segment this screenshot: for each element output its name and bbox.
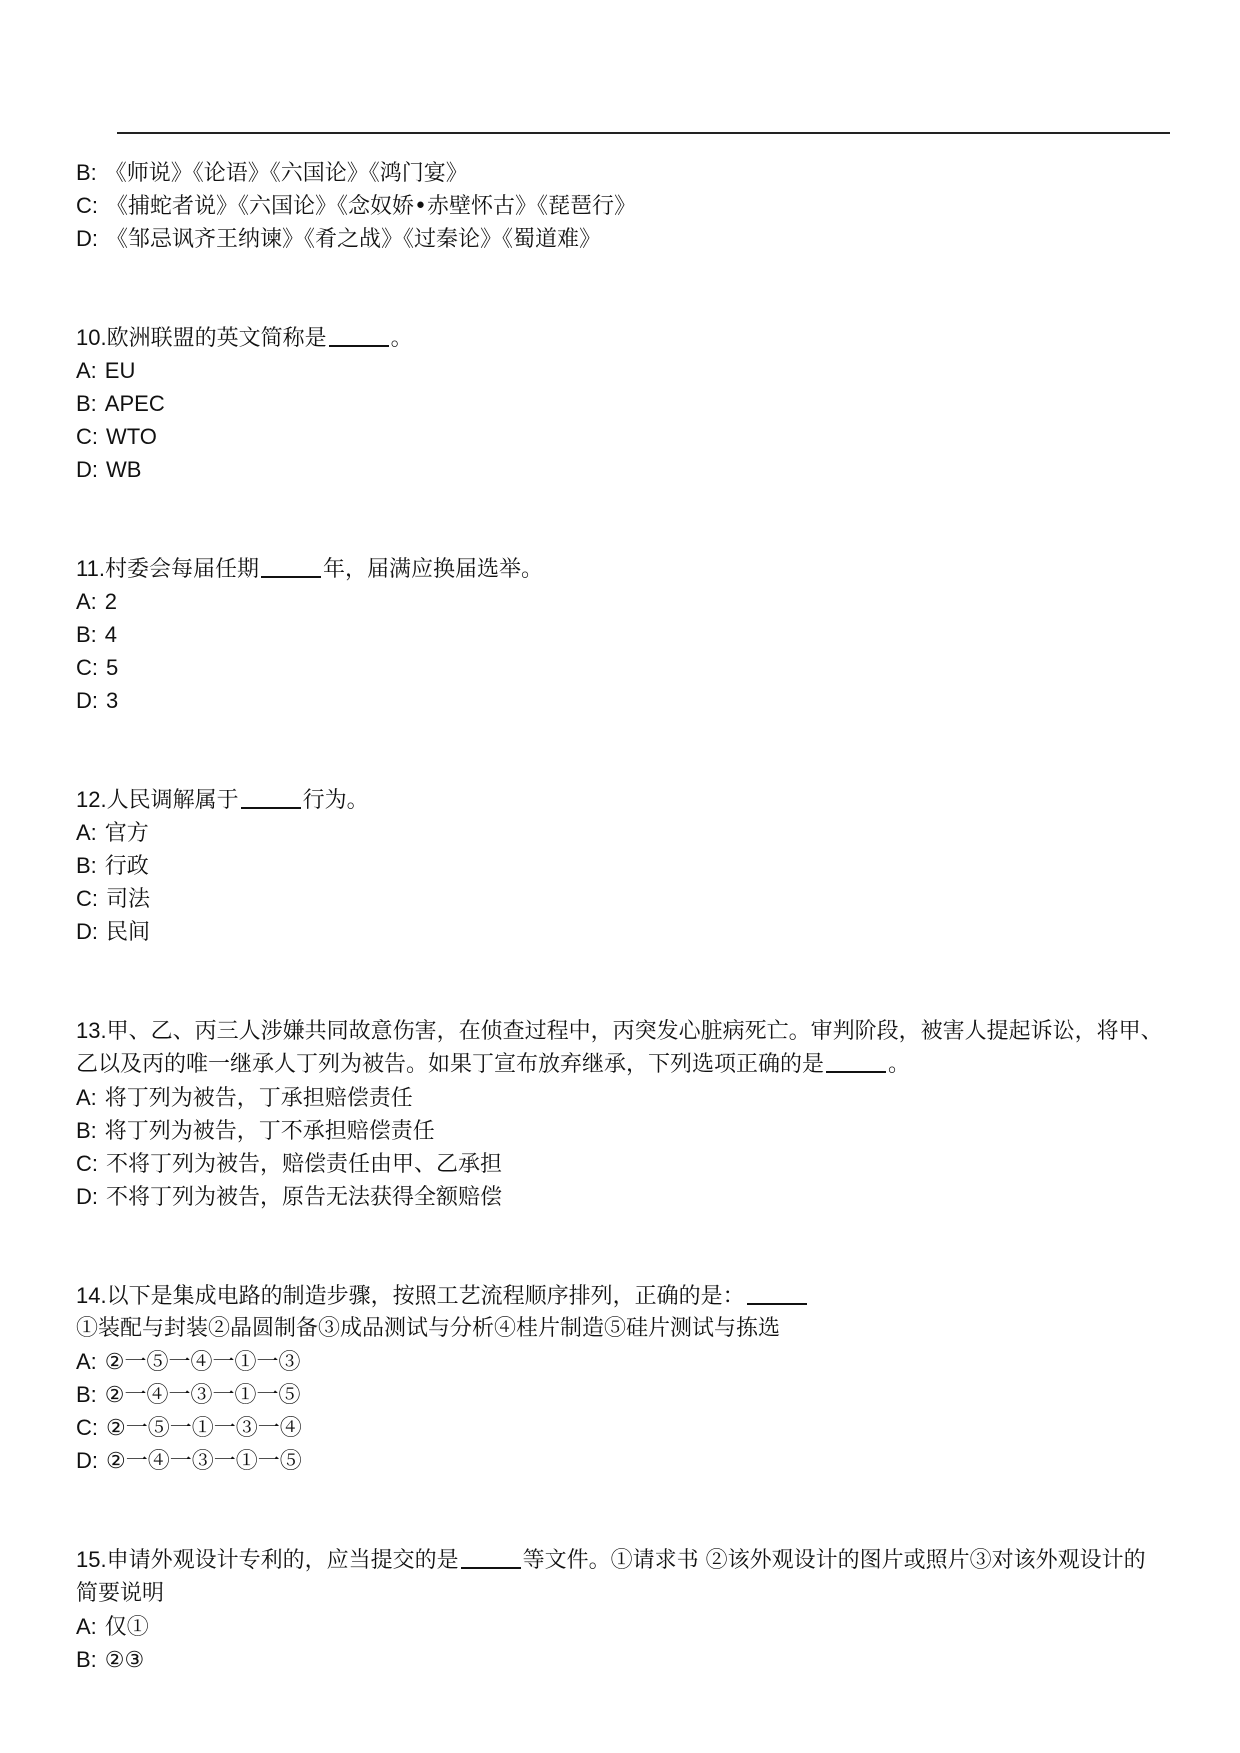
option-item	[76, 1411, 1166, 1444]
option-item	[76, 1378, 1166, 1411]
option-item	[76, 1180, 1166, 1213]
option-label: B:	[76, 391, 97, 416]
option-label: C:	[76, 1151, 98, 1176]
option-text: 不将丁列为被告，原告无法获得全额赔偿	[106, 1185, 503, 1210]
option-text: WB	[106, 457, 142, 482]
option-text: 4	[104, 622, 118, 647]
option-text: 《邹忌讽齐王纳谏》《肴之战》《过秦论》《蜀道难》	[106, 227, 602, 252]
option-item	[76, 684, 1166, 717]
document-body	[76, 156, 1166, 1676]
option-item	[76, 651, 1166, 684]
option-item	[76, 453, 1166, 486]
previous-question-options	[76, 156, 1166, 255]
question-stem	[76, 1014, 1166, 1081]
question-text: 村委会每届任期	[104, 557, 259, 582]
option-item	[76, 1444, 1166, 1477]
option-item	[76, 420, 1166, 453]
option-text: WTO	[106, 424, 157, 449]
option-text: ②③	[104, 1648, 145, 1673]
option-text: 3	[106, 688, 119, 713]
option-item	[76, 816, 1166, 849]
question-number: 12.	[76, 787, 107, 812]
question-text: 人民调解属于	[106, 788, 239, 813]
option-item	[76, 915, 1166, 948]
option-label: C:	[76, 193, 98, 218]
option-item	[76, 1114, 1166, 1147]
answer-blank	[461, 1566, 521, 1569]
option-text: 民间	[106, 920, 151, 945]
option-text: EU	[104, 358, 136, 383]
option-text: 将丁列为被告，丁不承担赔偿责任	[104, 1119, 435, 1144]
option-text: ②一⑤一①一③一④	[106, 1416, 302, 1441]
option-text: 《师说》《论语》《六国论》《鸿门宴》	[104, 161, 468, 186]
option-label: A:	[76, 1085, 97, 1110]
question-text: 欧洲联盟的英文简称是	[106, 326, 327, 351]
question-text: 甲、乙、丙三人涉嫌共同故意伤害，在侦查过程中，丙突发心脏病死亡。审判阶段，被害人提起诉讼，将甲、乙以及丙的唯一继承人丁列为被告。如果丁宣布放弃继承，下列选项正确的是	[76, 1019, 1163, 1077]
question-text: 申请外观设计专利的，应当提交的是	[106, 1548, 459, 1573]
question-stem	[76, 321, 1166, 354]
option-text: 《捕蛇者说》《六国论》《念奴娇•赤壁怀古》《琵琶行》	[106, 194, 636, 219]
question-number: 11.	[76, 556, 105, 581]
question-11	[76, 552, 1166, 717]
question-10	[76, 321, 1166, 486]
option-label: A:	[76, 1349, 97, 1374]
option-item	[76, 222, 1166, 255]
option-label: C:	[76, 424, 98, 449]
option-text: 司法	[106, 887, 151, 912]
question-steps: ①装配与封装②晶圆制备③成品测试与分析④桂片制造⑤硅片测试与拣选	[76, 1316, 781, 1341]
answer-blank	[747, 1302, 807, 1305]
option-text: 2	[104, 589, 118, 614]
option-label: A:	[76, 1614, 97, 1639]
option-item	[76, 1643, 1166, 1676]
option-text: 5	[106, 655, 119, 680]
answer-blank	[826, 1070, 886, 1073]
option-label: D:	[76, 226, 98, 251]
question-text-tail: 。	[888, 1052, 911, 1077]
option-item	[76, 156, 1166, 189]
question-text-tail: 。	[390, 326, 413, 351]
option-text: ②一④一③一①一⑤	[104, 1383, 301, 1408]
question-14	[76, 1279, 1166, 1477]
option-label: B:	[76, 853, 97, 878]
option-item	[76, 354, 1166, 387]
question-text-tail: 等文件。①请求书 ②该外观设计的图片或照片③对该外观设计的简要说明	[76, 1548, 1146, 1606]
question-text: 以下是集成电路的制造步骤，按照工艺流程顺序排列，正确的是：	[106, 1284, 745, 1309]
option-label: A:	[76, 589, 97, 614]
option-item	[76, 585, 1166, 618]
option-label: B:	[76, 622, 97, 647]
option-label: C:	[76, 655, 98, 680]
question-stem	[76, 552, 1166, 585]
option-text: ②一⑤一④一①一③	[104, 1350, 301, 1375]
option-item	[76, 387, 1166, 420]
question-15	[76, 1543, 1166, 1676]
option-label: A:	[76, 820, 97, 845]
option-label: C:	[76, 1415, 98, 1440]
option-item	[76, 189, 1166, 222]
option-text: 行政	[104, 854, 149, 879]
question-number: 15.	[76, 1547, 107, 1572]
question-stem	[76, 783, 1166, 816]
option-label: D:	[76, 919, 98, 944]
question-12	[76, 783, 1166, 948]
option-label: B:	[76, 1118, 97, 1143]
header-rule	[117, 132, 1170, 134]
option-item	[76, 1345, 1166, 1378]
option-item	[76, 618, 1166, 651]
option-text: ②一④一③一①一⑤	[106, 1449, 302, 1474]
answer-blank	[329, 344, 389, 347]
option-item	[76, 882, 1166, 915]
option-item	[76, 1610, 1166, 1643]
option-label: B:	[76, 1382, 97, 1407]
answer-blank	[241, 806, 301, 809]
question-number: 13.	[76, 1018, 107, 1043]
option-label: B:	[76, 160, 97, 185]
option-label: D:	[76, 1448, 98, 1473]
option-label: C:	[76, 886, 98, 911]
option-text: 官方	[104, 821, 149, 846]
option-label: D:	[76, 1184, 98, 1209]
question-text-tail: 行为。	[302, 788, 369, 813]
option-item	[76, 1147, 1166, 1180]
option-label: D:	[76, 457, 98, 482]
option-text: APEC	[104, 391, 165, 416]
option-text: 仅①	[104, 1615, 149, 1640]
option-label: D:	[76, 688, 98, 713]
question-number: 14.	[76, 1283, 107, 1308]
option-text: 不将丁列为被告，赔偿责任由甲、乙承担	[106, 1152, 503, 1177]
question-13	[76, 1014, 1166, 1213]
question-stem	[76, 1543, 1166, 1610]
question-number: 10.	[76, 325, 107, 350]
question-stem	[76, 1279, 1166, 1312]
option-item	[76, 849, 1166, 882]
option-label: B:	[76, 1647, 97, 1672]
option-item	[76, 1081, 1166, 1114]
option-label: A:	[76, 358, 97, 383]
answer-blank	[261, 575, 321, 578]
question-text-tail: 年，届满应换届选举。	[322, 557, 543, 582]
option-text: 将丁列为被告，丁承担赔偿责任	[104, 1086, 413, 1111]
